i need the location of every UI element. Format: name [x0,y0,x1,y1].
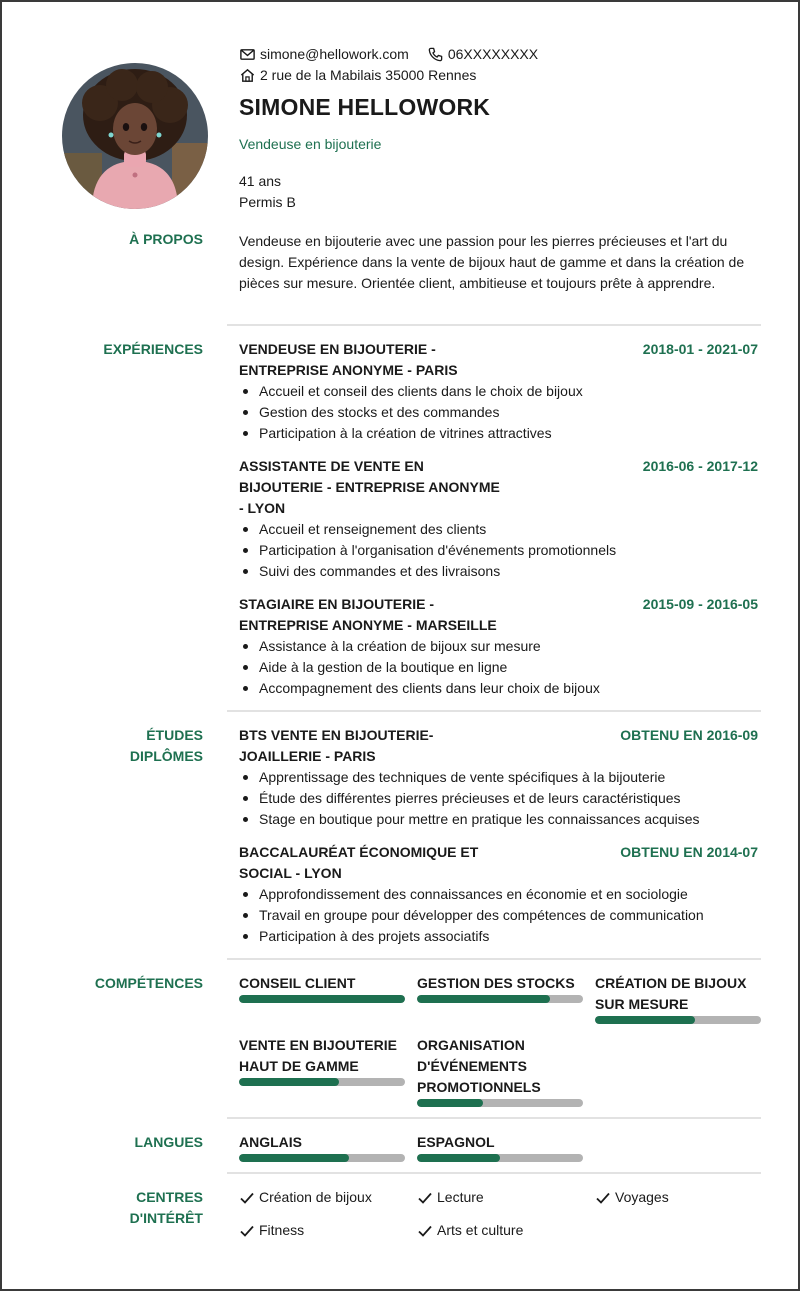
language-bar-fill [239,1154,349,1162]
label-line: D'INTÉRÊT [129,1210,203,1226]
interest-item [239,1220,304,1241]
section-label-languages: LANGUES [134,1134,203,1150]
language-name: ESPAGNOL [417,1134,495,1150]
language-bar [417,1154,583,1162]
language-bar [239,1154,405,1162]
experience-bullets [239,519,616,582]
check-icon [417,1190,433,1206]
interest-label: Lecture [437,1189,484,1205]
skill-name-line: ORGANISATION [417,1037,525,1053]
skill-item [595,973,761,1024]
skill-item [239,973,405,1003]
skill-bar-fill [239,995,405,1003]
interest-label: Arts et culture [437,1222,524,1238]
language-item [417,1132,583,1162]
section-label-education [130,725,203,767]
skill-item [239,1035,405,1086]
skill-item [417,1035,583,1107]
section-label-about: À PROPOS [129,231,203,247]
experience-title [239,594,497,636]
home-icon [239,67,256,84]
candidate-name: SIMONE HELLOWORK [239,94,491,120]
skill-bar-fill [417,995,550,1003]
list-item: Participation à des projets associatifs [239,926,704,947]
education-title [239,842,478,884]
list-item: Accompagnement des clients dans leur choix de bijoux [239,678,600,699]
list-item: Accueil et conseil des clients dans le choix de bijoux [239,381,583,402]
interest-item [595,1187,669,1208]
divider [227,710,761,712]
list-item: Participation à la création de vitrines attractives [239,423,583,444]
phone-text[interactable]: 06XXXXXXXX [447,46,539,62]
email-text[interactable]: simone@hellowork.com [260,46,409,62]
skill-bar-fill [239,1078,339,1086]
interest-item [239,1187,372,1208]
list-item: Participation à l'organisation d'événements promotionnels [239,540,616,561]
skill-name-line: HAUT DE GAMME [239,1058,359,1074]
skill-name-line: SUR MESURE [595,996,689,1012]
skill-name [417,1035,583,1098]
age-text: 41 ans [239,173,282,189]
skill-name [239,1035,405,1077]
skill-name-line: CRÉATION DE BIJOUX [595,975,747,991]
skill-name [595,973,761,1015]
title-line: VENDEUSE EN BIJOUTERIE - [239,341,436,357]
check-icon [417,1223,433,1239]
check-icon [239,1190,255,1206]
title-line: - LYON [239,500,286,516]
interest-item [417,1220,523,1241]
interest-label: Voyages [615,1189,669,1205]
address-text: 2 rue de la Mabilais 35000 Rennes [260,67,477,83]
education-bullets [239,884,704,947]
interest-label: Fitness [259,1222,305,1238]
experience-dates: 2016-06 - 2017-12 [642,458,758,474]
label-line: CENTRES [136,1189,203,1205]
label-line: ÉTUDES [146,727,203,743]
skill-name: CONSEIL CLIENT [239,975,356,991]
skill-bar [417,995,583,1003]
avatar [62,63,208,209]
check-icon [239,1223,255,1239]
skill-bar [417,1099,583,1107]
title-line: STAGIAIRE EN BIJOUTERIE - [239,596,434,612]
email-icon [239,46,256,63]
title-line: BTS VENTE EN BIJOUTERIE- [239,727,434,743]
education-title [239,725,433,767]
experience-title [239,339,458,381]
title-line: BACCALAURÉAT ÉCONOMIQUE ET [239,844,479,860]
skill-name: GESTION DES STOCKS [417,975,575,991]
list-item: Apprentissage des techniques de vente spécifiques à la bijouterie [239,767,700,788]
title-line: JOAILLERIE - PARIS [239,748,376,764]
permis-text: Permis B [239,194,296,210]
skill-bar-fill [417,1099,483,1107]
skill-item [417,973,583,1003]
title-line: SOCIAL - LYON [239,865,342,881]
language-name: ANGLAIS [239,1134,302,1150]
list-item: Suivi des commandes et des livraisons [239,561,616,582]
job-title: Vendeuse en bijouterie [239,136,382,152]
divider [227,958,761,960]
list-item: Stage en boutique pour mettre en pratique les connaissances acquises [239,809,700,830]
contact-block [239,44,538,86]
title-line: BIJOUTERIE - ENTREPRISE ANONYME [239,479,500,495]
section-label-experiences: EXPÉRIENCES [103,341,203,357]
phone-icon [427,46,444,63]
title-line: ENTREPRISE ANONYME - PARIS [239,362,458,378]
about-text: Vendeuse en bijouterie avec une passion pour les pierres précieuses et l'art du design. Expérience dans la vente de bijoux haut de gamme et dans la création de pièces sur mesure. Orientée client, ambitieuse et toujours prête à apprendre. [239,233,745,291]
experience-title [239,456,500,519]
education-bullets [239,767,700,830]
skill-bar [239,995,405,1003]
experience-bullets [239,381,583,444]
interest-label: Création de bijoux [259,1189,372,1205]
skill-bar-fill [595,1016,695,1024]
section-label-skills: COMPÉTENCES [94,975,203,991]
experience-dates: 2018-01 - 2021-07 [642,341,758,357]
divider [227,1117,761,1119]
section-label-interests [130,1187,203,1229]
title-line: ENTREPRISE ANONYME - MARSEILLE [239,617,497,633]
check-icon [595,1190,611,1206]
list-item: Approfondissement des connaissances en économie et en sociologie [239,884,704,905]
title-line: ASSISTANTE DE VENTE EN [239,458,424,474]
experience-dates: 2015-09 - 2016-05 [642,596,758,612]
experience-bullets [239,636,600,699]
language-bar-fill [417,1154,500,1162]
language-item [239,1132,405,1162]
skill-name-line: D'ÉVÉNEMENTS [417,1058,527,1074]
list-item: Aide à la gestion de la boutique en ligne [239,657,600,678]
skill-bar [239,1078,405,1086]
list-item: Travail en groupe pour développer des compétences de communication [239,905,704,926]
interest-item [417,1187,484,1208]
label-line: DIPLÔMES [129,748,203,764]
divider [227,324,761,326]
skill-name-line: VENTE EN BIJOUTERIE [239,1037,397,1053]
list-item: Assistance à la création de bijoux sur mesure [239,636,600,657]
education-date: OBTENU EN 2016-09 [620,727,758,743]
list-item: Étude des différentes pierres précieuses et de leurs caractéristiques [239,788,700,809]
skill-name-line: PROMOTIONNELS [417,1079,541,1095]
list-item: Gestion des stocks et des commandes [239,402,583,423]
list-item: Accueil et renseignement des clients [239,519,616,540]
education-date: OBTENU EN 2014-07 [620,844,758,860]
divider [227,1172,761,1174]
skill-bar [595,1016,761,1024]
